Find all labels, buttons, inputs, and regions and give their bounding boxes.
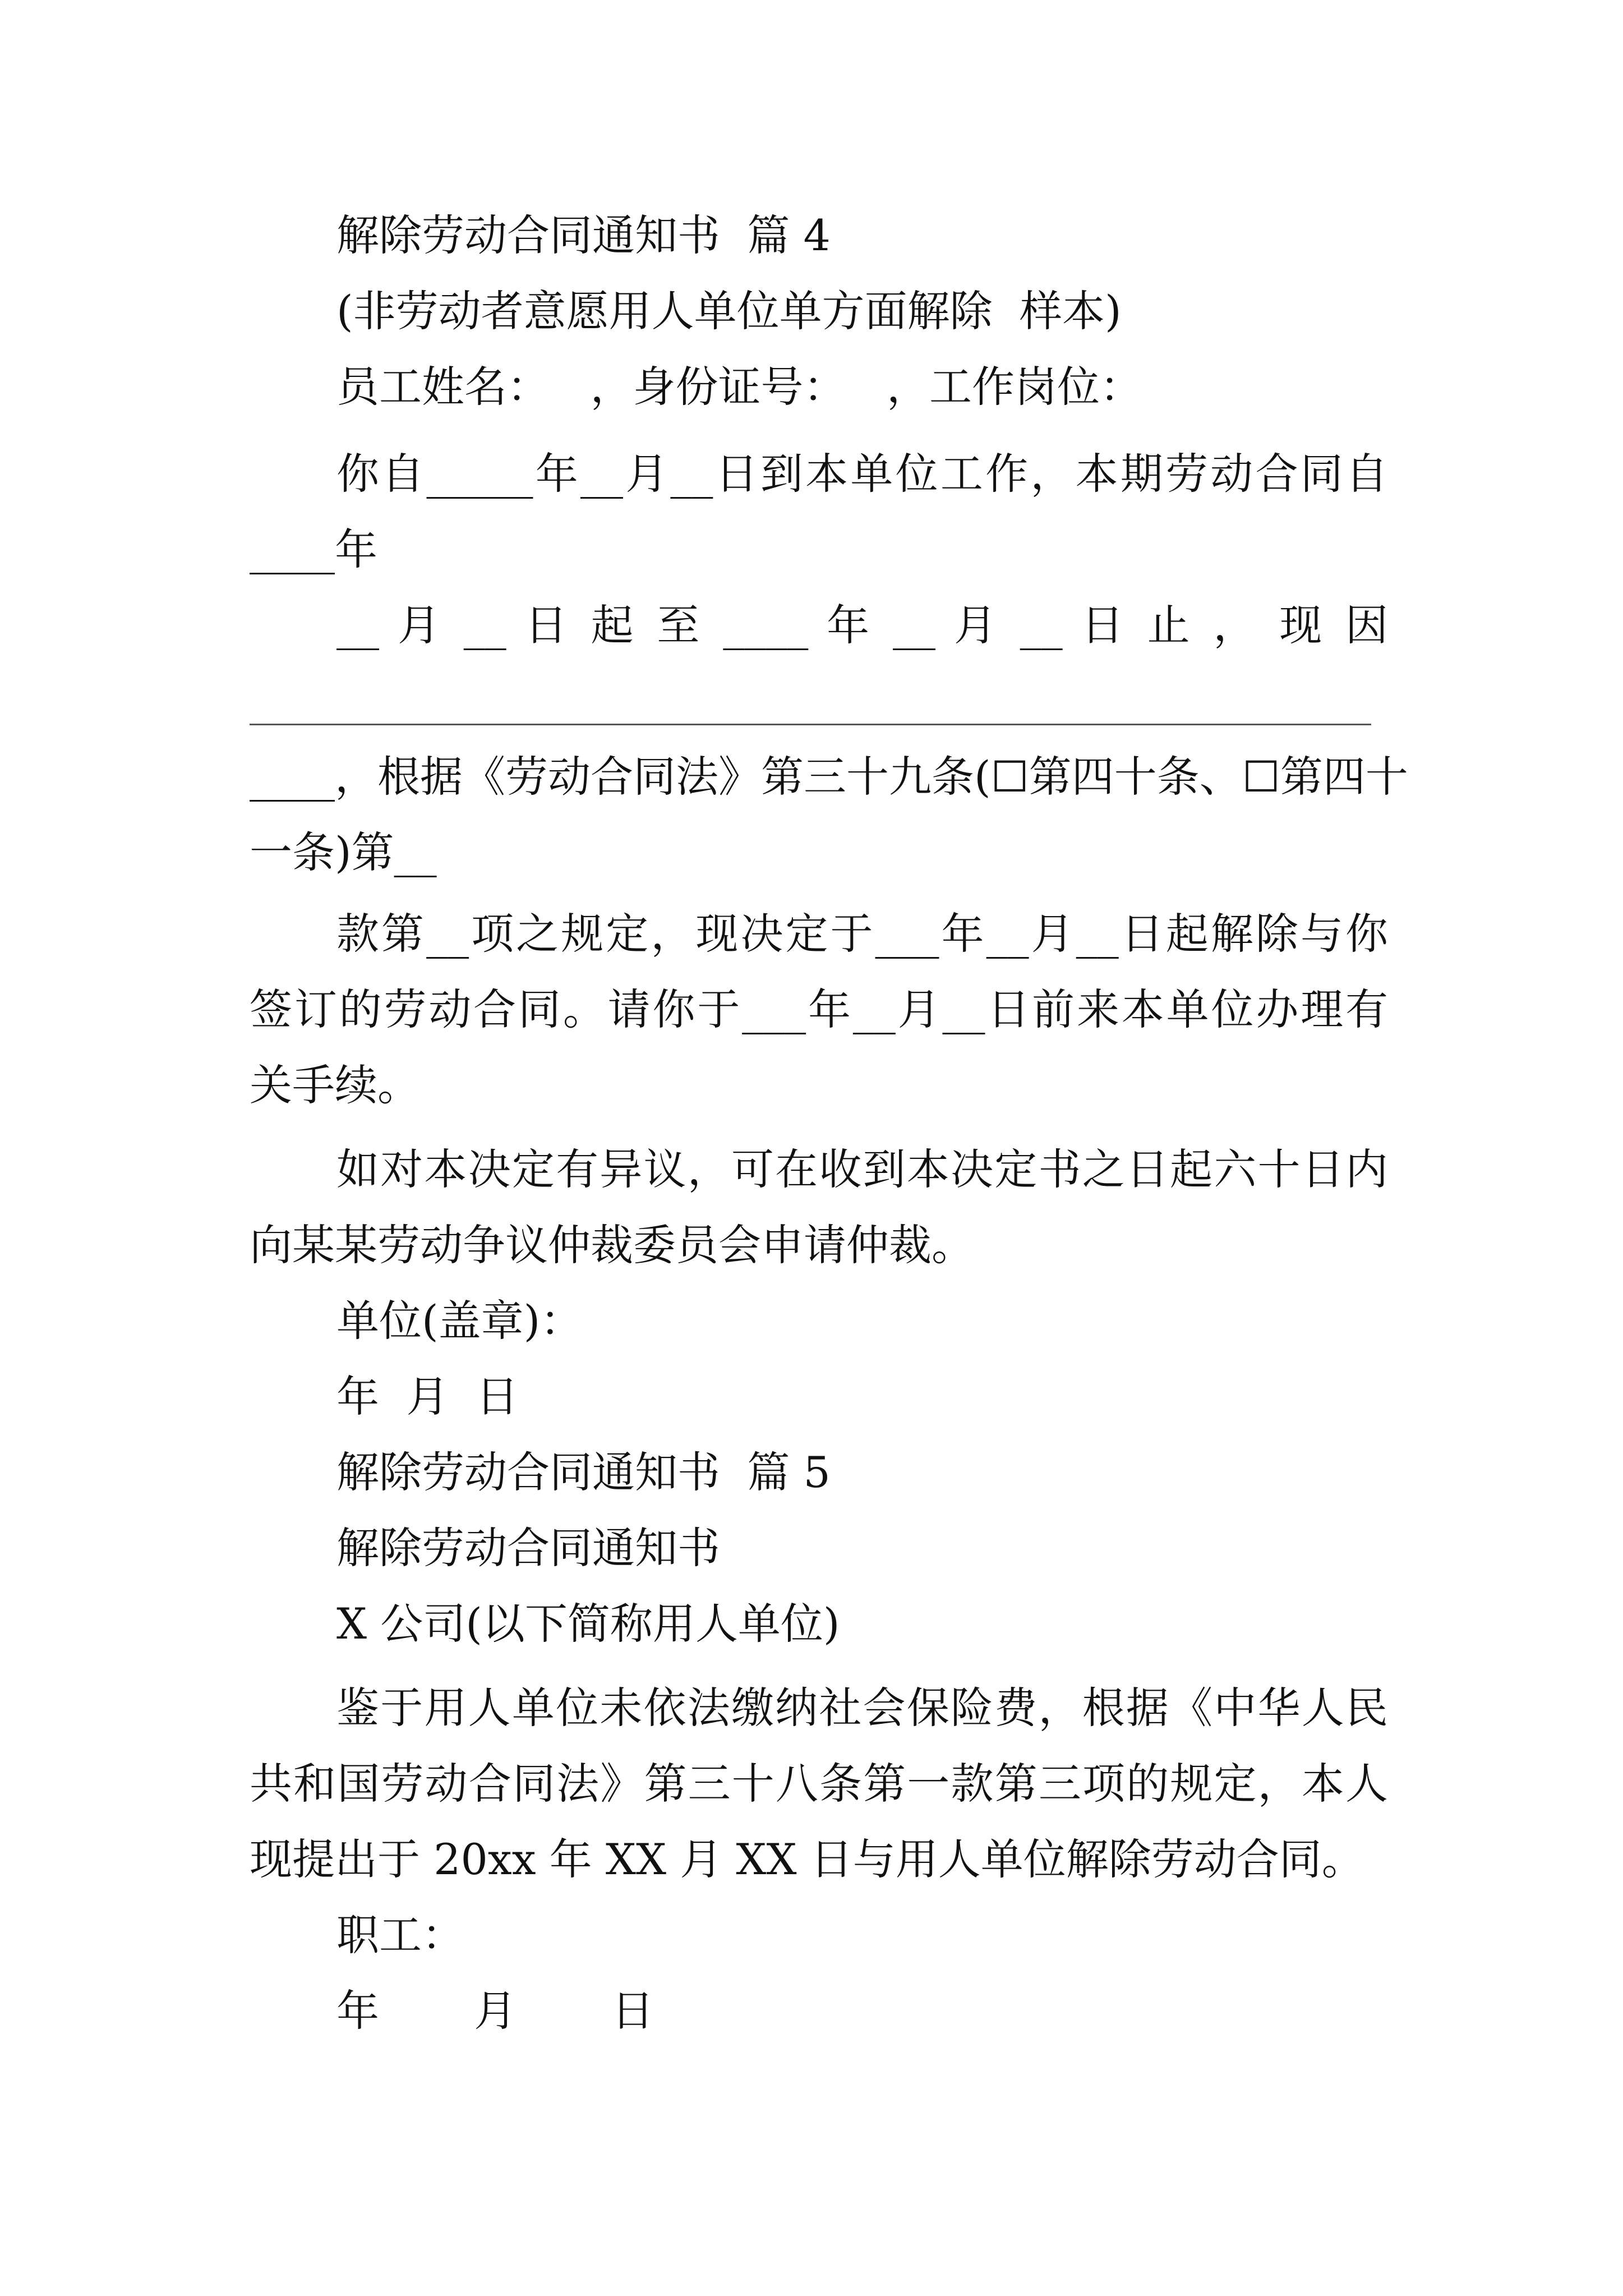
paragraph-line: 现提出于 20xx 年 XX 月 XX 日与用人单位解除劳动合同。 [250,1834,1364,1884]
paragraph-line: 共和国劳动合同法》第三十八条第一款第三项的规定，本人 [250,1759,1388,1809]
addressee-line: X 公司(以下简称用人单位) [336,1599,840,1649]
seal-line: 单位(盖章)： [336,1296,583,1346]
paragraph-line: 如对本决定有异议，可在收到本决定书之日起六十日内 [336,1144,1388,1194]
section5-heading: 解除劳动合同通知书 篇 5 [336,1447,831,1497]
paragraph-line: 关手续。 [250,1060,420,1110]
paragraph-line: 向某某劳动争议仲裁委员会申请仲裁。 [250,1220,974,1270]
paragraph-line: __ 月 __ 日 起 至 ____ 年 __ 月 __ 日 止 ， 现 因 [336,600,1388,650]
employee-info-line: 员工姓名： ，身份证号： ，工作岗位： [336,362,1142,412]
paragraph-line: 鉴于用人单位未依法缴纳社会保险费，根据《中华人民 [336,1683,1388,1733]
date-line: 年 月 日 [336,1986,654,2036]
paragraph-line: 签订的劳动合同。请你于___年__月__日前来本单位办理有 [250,984,1388,1034]
section5-title: 解除劳动合同通知书 [336,1523,720,1573]
section4-subtitle: (非劳动者意愿用人单位单方面解除 样本) [336,286,1122,336]
employee-signature-line: 职工： [336,1910,464,1960]
paragraph-line: ____，根据《劳动合同法》第三十九条(☐第四十条、☐第四十 [250,752,1408,802]
paragraph-line: 你自_____年__月__日到本单位工作，本期劳动合同自 [336,449,1388,499]
paragraph-line: 一条)第__ [250,827,437,877]
blank-fill-line [250,724,1371,725]
paragraph-line: ____年 [250,524,377,574]
paragraph-line: 款第__项之规定，现决定于___年__月__日起解除与你 [336,909,1388,959]
date-line: 年 月 日 [336,1372,519,1421]
section4-heading: 解除劳动合同通知书 篇 4 [336,210,831,260]
